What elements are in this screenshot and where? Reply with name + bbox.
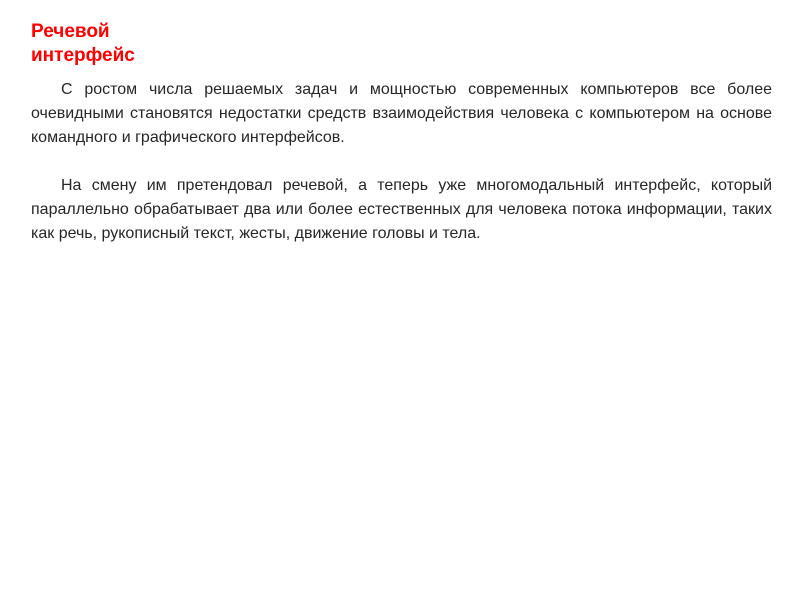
slide-body	[31, 78, 772, 246]
slide-title	[31, 20, 331, 68]
slide-title-line-2: интерфейс	[31, 45, 135, 66]
body-paragraph-1: С ростом числа решаемых задач и мощностью современных компьютеров все более очевидными становятся недостатки средств взаимодействия человека с компьютером на основе командного и графического интерфейсов.	[31, 81, 772, 146]
body-paragraph-2: На смену им претендовал речевой, а теперь уже многомодальный интерфейс, который параллельно обрабатывает два или более естественных для человека потока информации, таких как речь, рукописный текст, жесты, движение головы и тела.	[31, 177, 772, 242]
slide-title-line-1: Речевой	[31, 21, 110, 42]
